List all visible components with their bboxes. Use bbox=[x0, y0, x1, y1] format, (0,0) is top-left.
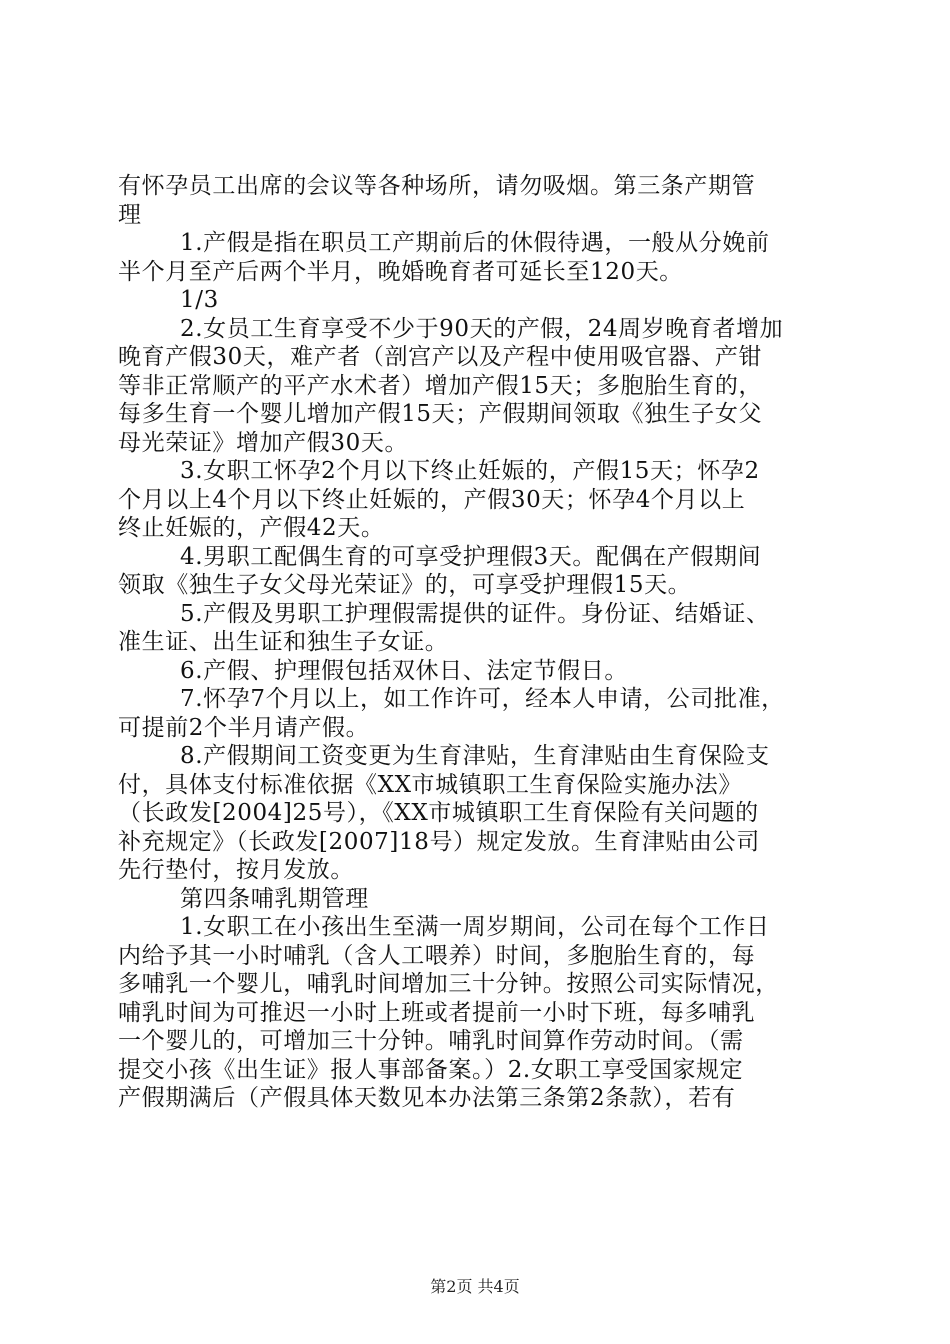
document-body bbox=[118, 172, 832, 1113]
text-line: 8.产假期间工资变更为生育津贴，生育津贴由生育保险支 bbox=[180, 743, 770, 769]
text-line: 哺乳时间为可推迟一小时上班或者提前一小时下班，每多哺乳 bbox=[118, 999, 756, 1026]
text-line: （长政发[2004]25号），《XX市城镇职工生育保险有关问题的 bbox=[118, 800, 759, 826]
text-line: 多哺乳一个婴儿，哺乳时间增加三十分钟。按照公司实际情况， bbox=[118, 971, 779, 997]
text-line: 有怀孕员工出席的会议等各种场所，请勿吸烟。第三条产期管 bbox=[118, 173, 756, 199]
text-line: 4.男职工配偶生育的可享受护理假3天。配偶在产假期间 bbox=[180, 543, 762, 570]
text-line: 一个婴儿的，可增加三十分钟。哺乳时间算作劳动时间。（需 bbox=[118, 1028, 744, 1054]
text-line: 每多生育一个婴儿增加产假15天；产假期间领取《独生子女父 bbox=[118, 401, 763, 427]
text-line: 理 bbox=[118, 201, 142, 228]
text-line: 6.产假、护理假包括双休日、法定节假日。 bbox=[180, 657, 628, 684]
text-line: 1.产假是指在职员工产期前后的休假待遇，一般从分娩前 bbox=[180, 230, 770, 256]
text-line: 3.女职工怀孕2个月以下终止妊娠的，产假15天；怀孕2 bbox=[180, 458, 760, 484]
text-line: 7.怀孕7个月以上，如工作许可，经本人申请，公司批准， bbox=[180, 686, 785, 712]
page-footer: 第2页 共4页 bbox=[430, 1277, 520, 1296]
text-line: 可提前2个半月请产假。 bbox=[118, 714, 370, 741]
text-line: 等非正常顺产的平产水术者）增加产假15天；多胞胎生育的， bbox=[118, 372, 763, 399]
text-line: 母光荣证》增加产假30天。 bbox=[118, 429, 409, 456]
text-line: 付，具体支付标准依据《XX市城镇职工生育保险实施办法》 bbox=[118, 771, 742, 798]
section-heading: 第四条哺乳期管理 bbox=[180, 885, 369, 912]
text-line: 1.女职工在小孩出生至满一周岁期间，公司在每个工作日 bbox=[180, 914, 770, 940]
text-line: 先行垫付，按月发放。 bbox=[118, 857, 354, 883]
text-line: 补充规定》（长政发[2007]18号）规定发放。生育津贴由公司 bbox=[118, 828, 760, 855]
text-line: 5.产假及男职工护理假需提供的证件。身份证、结婚证、 bbox=[180, 600, 770, 627]
text-line: 领取《独生子女父母光荣证》的，可享受护理假15天。 bbox=[118, 572, 692, 598]
text-line: 个月以上4个月以下终止妊娠的，产假30天；怀孕4个月以上 bbox=[118, 486, 746, 513]
text-line: 1/3 bbox=[180, 287, 219, 313]
text-line: 准生证、出生证和独生子女证。 bbox=[118, 629, 449, 655]
text-line: 终止妊娠的，产假42天。 bbox=[118, 515, 385, 541]
text-line: 内给予其一小时哺乳（含人工喂养）时间，多胞胎生育的，每 bbox=[118, 942, 756, 969]
text-line: 产假期满后（产假具体天数见本办法第三条第2条款），若有 bbox=[118, 1085, 736, 1111]
text-line: 半个月至产后两个半月，晚婚晚育者可延长至120天。 bbox=[118, 258, 683, 285]
text-line: 2.女员工生育享受不少于90天的产假，24周岁晚育者增加 bbox=[180, 315, 784, 342]
text-line: 晚育产假30天，难产者（剖宫产以及产程中使用吸官器、产钳 bbox=[118, 344, 763, 370]
text-line: 提交小孩《出生证》报人事部备案。）2.女职工享受国家规定 bbox=[118, 1056, 744, 1083]
